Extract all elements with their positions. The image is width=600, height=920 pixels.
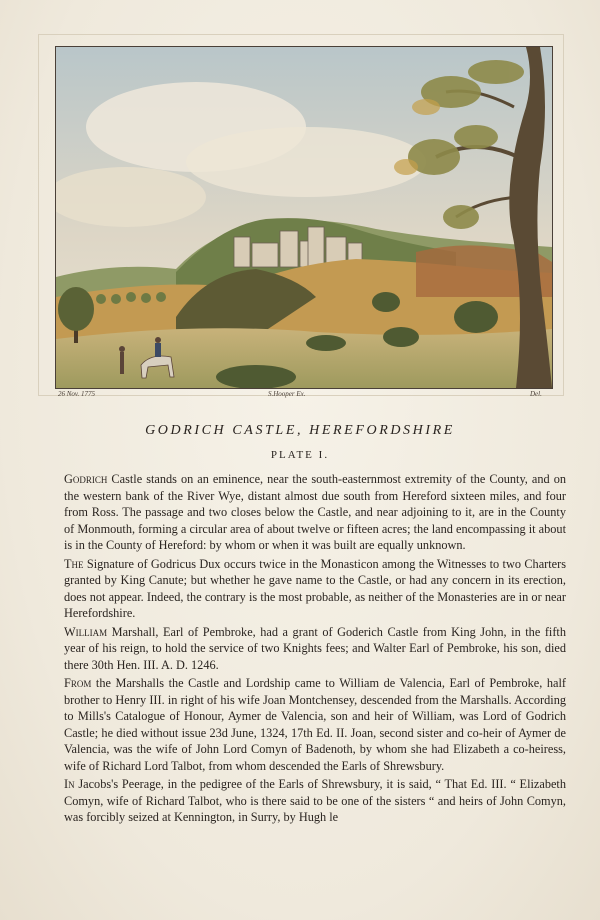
paragraph-lead: From: [64, 676, 92, 690]
engraving-illustration: [55, 46, 553, 389]
paragraph-lead: William: [64, 624, 108, 639]
publisher-caption: S.Hooper Ex.: [268, 390, 306, 398]
paragraph: [64, 624, 566, 674]
paragraph: [64, 471, 566, 554]
plate-date-caption: 26 Nov. 1775: [58, 390, 96, 398]
artist-caption: Del.: [530, 390, 542, 398]
body-text: [64, 471, 566, 828]
cloud: [186, 127, 426, 197]
paragraph-text: the Marshalls the Castle and Lordship came to William de Valencia, Earl of Pembroke, half brother to Henry III. in right of his wife Joan Montchensey, descended from the Marshalls. According to Mills's Catalogue of Honour, Aymer de Valencia, son and heir of William, was Lord of Godrich Castle; he died without issue 23d June, 1324, 17th Ed. II. Joan, second sister and co-heir of Aymer de Valencia, was the wife of John Lord Comyn of Badenoth, by whom she had Elizabeth a co-heiress, wife of Richard Lord Talbot, from whom descended the Earls of Shrewsbury.: [64, 676, 566, 773]
paragraph-text: Marshall, Earl of Pembroke, had a grant of Goderich Castle from King John, in the fifth year of his reign, to hold the service of two Knights fees; and Walter Earl of Pembroke, his son, died there 30th Hen. III. A. D. 1246.: [64, 624, 566, 672]
paragraph-text: Jacobs's Peerage, in the pedigree of the Earls of Shrewsbury, it is said, “ That Ed. III. “ Elizabeth Comyn, wife of Richard Talbot, who is there said to be one of the sisters “ and heirs of John Comyn, was forcibly seized at Kennington, in Surry, by Hugh le: [64, 777, 566, 824]
paragraph-lead: Godrich: [64, 472, 108, 486]
paragraph-text: Castle stands on an eminence, near the south-easternmost extremity of the County, and on the western bank of the River Wye, distant almost due south from Hereford sixteen miles, and four from Ross. The passage and two closes below the Castle, and near adjoining to it, are in the County of Monmouth, forming a circular area of about twelve or fifteen acres; the land encompassing it about is in the County of Hereford: by whom or when it was built are equally unknown.: [64, 472, 566, 552]
paragraph-lead: The: [64, 556, 84, 571]
page-title: GODRICH CASTLE, HEREFORDSHIRE: [145, 423, 455, 438]
paragraph-lead: In: [64, 777, 75, 791]
paragraph-text: Signature of Godricus Dux occurs twice in the Monasticon among the Witnesses to two Charters granted by King Canute; but whether he gave name to the Castle, or had any concern in its erection, does not appear. Indeed, the contrary is the most probable, as neither of the Monasteries are in or near Herefordshire.: [64, 556, 566, 620]
paragraph: [64, 675, 566, 774]
paragraph: [64, 556, 566, 622]
plate-number: PLATE I.: [270, 449, 330, 461]
meadow: [56, 328, 552, 388]
paragraph: [64, 776, 566, 826]
